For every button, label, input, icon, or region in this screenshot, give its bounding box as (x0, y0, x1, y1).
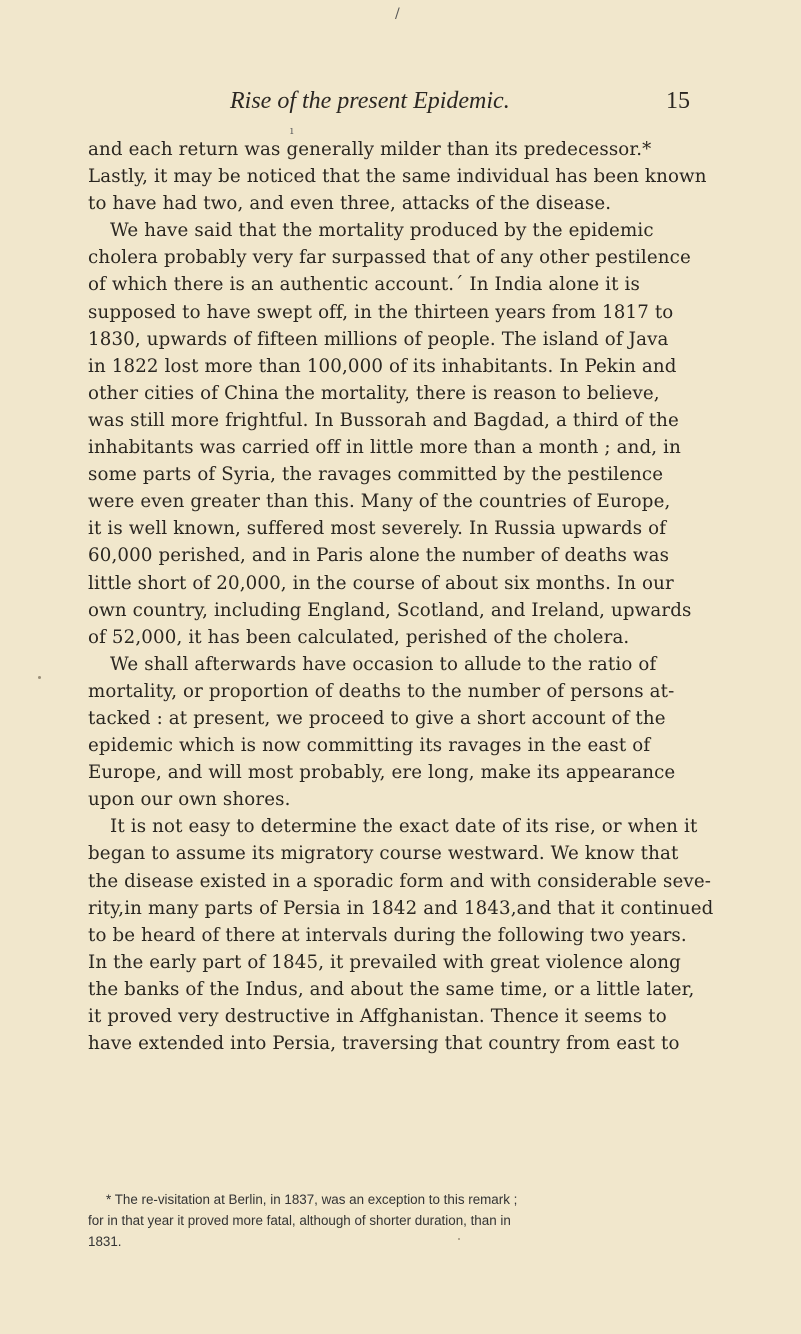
text-line: in 1822 lost more than 100,000 of its inhabitants. In Pekin and (88, 355, 677, 377)
text-line: tacked : at present, we proceed to give a short account of the (88, 707, 666, 729)
text-line: the disease existed in a sporadic form and with considerable seve- (88, 870, 712, 892)
paragraph-start-line: It is not easy to determine the exact date of its rise, or when it (110, 816, 698, 838)
text-line: to have had two, and even three, attacks of the disease. (88, 193, 612, 215)
text-line: cholera probably very far surpassed that of any other pestilence (88, 247, 691, 269)
text-line: little short of 20,000, in the course of about six months. In our (88, 572, 674, 594)
page-number: 15 (666, 88, 690, 114)
text-line: own country, including England, Scotland, and Ireland, upwards (88, 599, 692, 621)
footnote-line: 1831. (88, 1234, 122, 1249)
text-line: epidemic which is now committing its ravages in the east of (88, 735, 651, 757)
text-line: to be heard of there at intervals during the following two years. (88, 924, 687, 946)
footnote-line: * The re-visitation at Berlin, in 1837, was an exception to this remark ; (106, 1192, 518, 1207)
text-line: 60,000 perished, and in Paris alone the number of deaths was (88, 545, 670, 567)
text-line: mortality, or proportion of deaths to the number of persons at- (88, 680, 675, 702)
text-line: 1830, upwards of fifteen millions of people. The island of Java (88, 328, 669, 350)
text-line: of which there is an authentic account.ˊ In India alone it is (88, 274, 640, 296)
running-title: Rise of the present Epidemic. (230, 88, 510, 114)
text-line: and each return was generally milder than its predecessor.* (88, 139, 652, 160)
text-line: Europe, and will most probably, ere long, make its appearance (88, 762, 676, 784)
paper-speck (458, 1238, 460, 1240)
body-text (88, 136, 716, 1057)
text-line: supposed to have swept off, in the thirteen years from 1817 to (88, 301, 674, 323)
text-line: inhabitants was carried off in little more than a month ; and, in (88, 437, 681, 459)
text-line: it proved very destructive in Affghanistan. Thence it seems to (88, 1006, 667, 1027)
text-line: Lastly, it may be noticed that the same individual has been known (88, 166, 707, 188)
text-line: was still more frightful. In Bussorah and Bagdad, a third of the (88, 409, 679, 431)
page-header (230, 88, 690, 122)
text-line: rity,in many parts of Persia in 1842 and 1843,and that it continued (88, 897, 714, 919)
footnote (88, 1189, 716, 1252)
text-line: were even greater than this. Many of the countries of Europe, (88, 491, 671, 513)
stray-mark: / (395, 6, 400, 22)
text-line: the banks of the Indus, and about the same time, or a little later, (88, 978, 695, 1000)
text-line: other cities of China the mortality, there is reason to believe, (88, 382, 660, 404)
text-line: began to assume its migratory course westward. We know that (88, 843, 679, 865)
text-line: it is well known, suffered most severely. In Russia upwards of (88, 518, 667, 540)
paragraph-start-line: We shall afterwards have occasion to allude to the ratio of (110, 653, 657, 675)
footnote-line: for in that year it proved more fatal, although of shorter duration, than in (88, 1213, 511, 1228)
paragraph-start-line: We have said that the mortality produced by the epidemic (110, 220, 654, 242)
text-line: of 52,000, it has been calculated, perished of the cholera. (88, 626, 630, 648)
text-line: In the early part of 1845, it prevailed with great violence along (88, 951, 681, 973)
paper-speck (38, 676, 41, 679)
text-line: upon our own shores. (88, 789, 291, 811)
text-line: have extended into Persia, traversing that country from east to (88, 1033, 680, 1055)
stray-mark: ı (290, 124, 294, 137)
text-line: some parts of Syria, the ravages committed by the pestilence (88, 464, 664, 486)
